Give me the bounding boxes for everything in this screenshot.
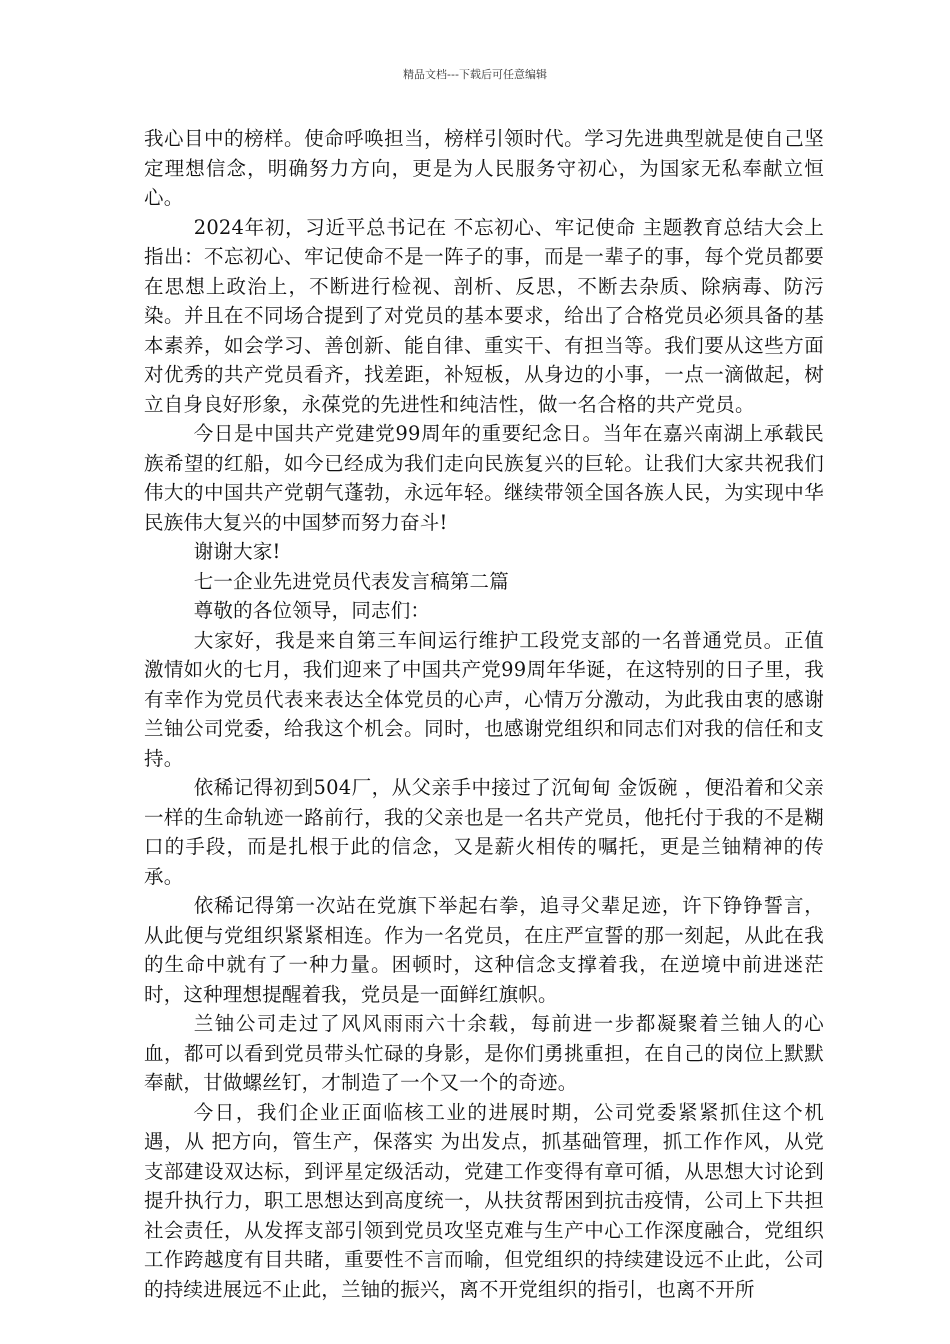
paragraph-2: 2024年初，习近平总书记在 不忘初心、牢记使命 主题教育总结大会上指出：不忘初心、牢记使命不是一阵子的事，而是一辈子的事，每个党员都要在思想上政治上，不断进行检视、剖析、反思，不断去杂质、除病毒、防污染。并且在不同场合提到了对党员的基本要求，给出了合格党员必须具备的基本素养，如会学习、善创新、能自律、重实干、有担当等。我们要从这些方面对优秀的共产党员看齐，找差距，补短板，从身边的小事，一点一滴做起，树立自身良好形象，永葆党的先进性和纯洁性，做一名合格的共产党员。 [144, 215, 824, 416]
section-title: 七一企业先进党员代表发言稿第二篇 [193, 569, 509, 593]
page-header: 精品文档---下载后可任意编辑 [403, 68, 547, 81]
paragraph-11: 今日，我们企业正面临核工业的进展时期，公司党委紧紧抓住这个机遇，从 把方向，管生产，保落实 为出发点，抓基础管理，抓工作作风，从党支部建设双达标，到评星定级活动，党建工作变得有章可循，从思想大讨论到提升执行力，职工思想达到高度统一，从扶贫帮困到抗击疫情，公司上下共担社会责任，从发挥支部引领到党员攻坚克难与生产中心工作深度融合，党组织工作跨越度有目共睹，重要性不言而喻，但党组织的持续建设远不止此，公司的持续进展远不止此，兰铀的振兴，离不开党组织的指引，也离不开所 [144, 1100, 824, 1301]
document-body [144, 124, 824, 1304]
paragraph-9: 依稀记得第一次站在党旗下举起右拳，追寻父辈足迹，许下铮铮誓言，从此便与党组织紧紧相连。作为一名党员，在庄严宣誓的那一刻起，从此在我的生命中就有了一种力量。困顿时，这种信念支撑着我，在逆境中前进迷茫时，这种理想提醒着我，党员是一面鲜红旗帜。 [144, 894, 824, 1006]
paragraph-4: 谢谢大家! [193, 540, 281, 563]
paragraph-1: 我心目中的榜样。使命呼唤担当，榜样引领时代。学习先进典型就是使自己坚定理想信念，明确努力方向，更是为人民服务守初心，为国家无私奉献立恒心。 [144, 127, 824, 209]
salutation: 尊敬的各位领导，同志们： [193, 599, 431, 622]
paragraph-7: 大家好，我是来自第三车间运行维护工段党支部的一名普通党员。正值激情如火的七月，我们迎来了中国共产党99周年华诞，在这特别的日子里，我有幸作为党员代表来表达全体党员的心声，心情万分激动，为此我由衷的感谢兰铀公司党委，给我这个机会。同时，也感谢党组织和同志们对我的信任和支持。 [144, 628, 824, 770]
paragraph-8: 依稀记得初到504厂，从父亲手中接过了沉甸甸 金饭碗 ，便沿着和父亲一样的生命轨迹一路前行，我的父亲也是一名共产党员，他托付于我的不是糊口的手段，而是扎根于此的信念，又是薪火相传的嘱托，更是兰铀精神的传承。 [144, 776, 824, 888]
paragraph-10: 兰铀公司走过了风风雨雨六十余载，每前进一步都凝聚着兰铀人的心血，都可以看到党员带头忙碌的身影，是你们勇挑重担，在自己的岗位上默默奉献，甘做螺丝钉，才制造了一个又一个的奇迹。 [144, 1012, 824, 1094]
paragraph-3: 今日是中国共产党建党99周年的重要纪念日。当年在嘉兴南湖上承载民族希望的红船，如今已经成为我们走向民族复兴的巨轮。让我们大家共祝我们伟大的中国共产党朝气蓬勃，永远年轻。继续带领全国各族人民，为实现中华民族伟大复兴的中国梦而努力奋斗! [144, 422, 824, 534]
